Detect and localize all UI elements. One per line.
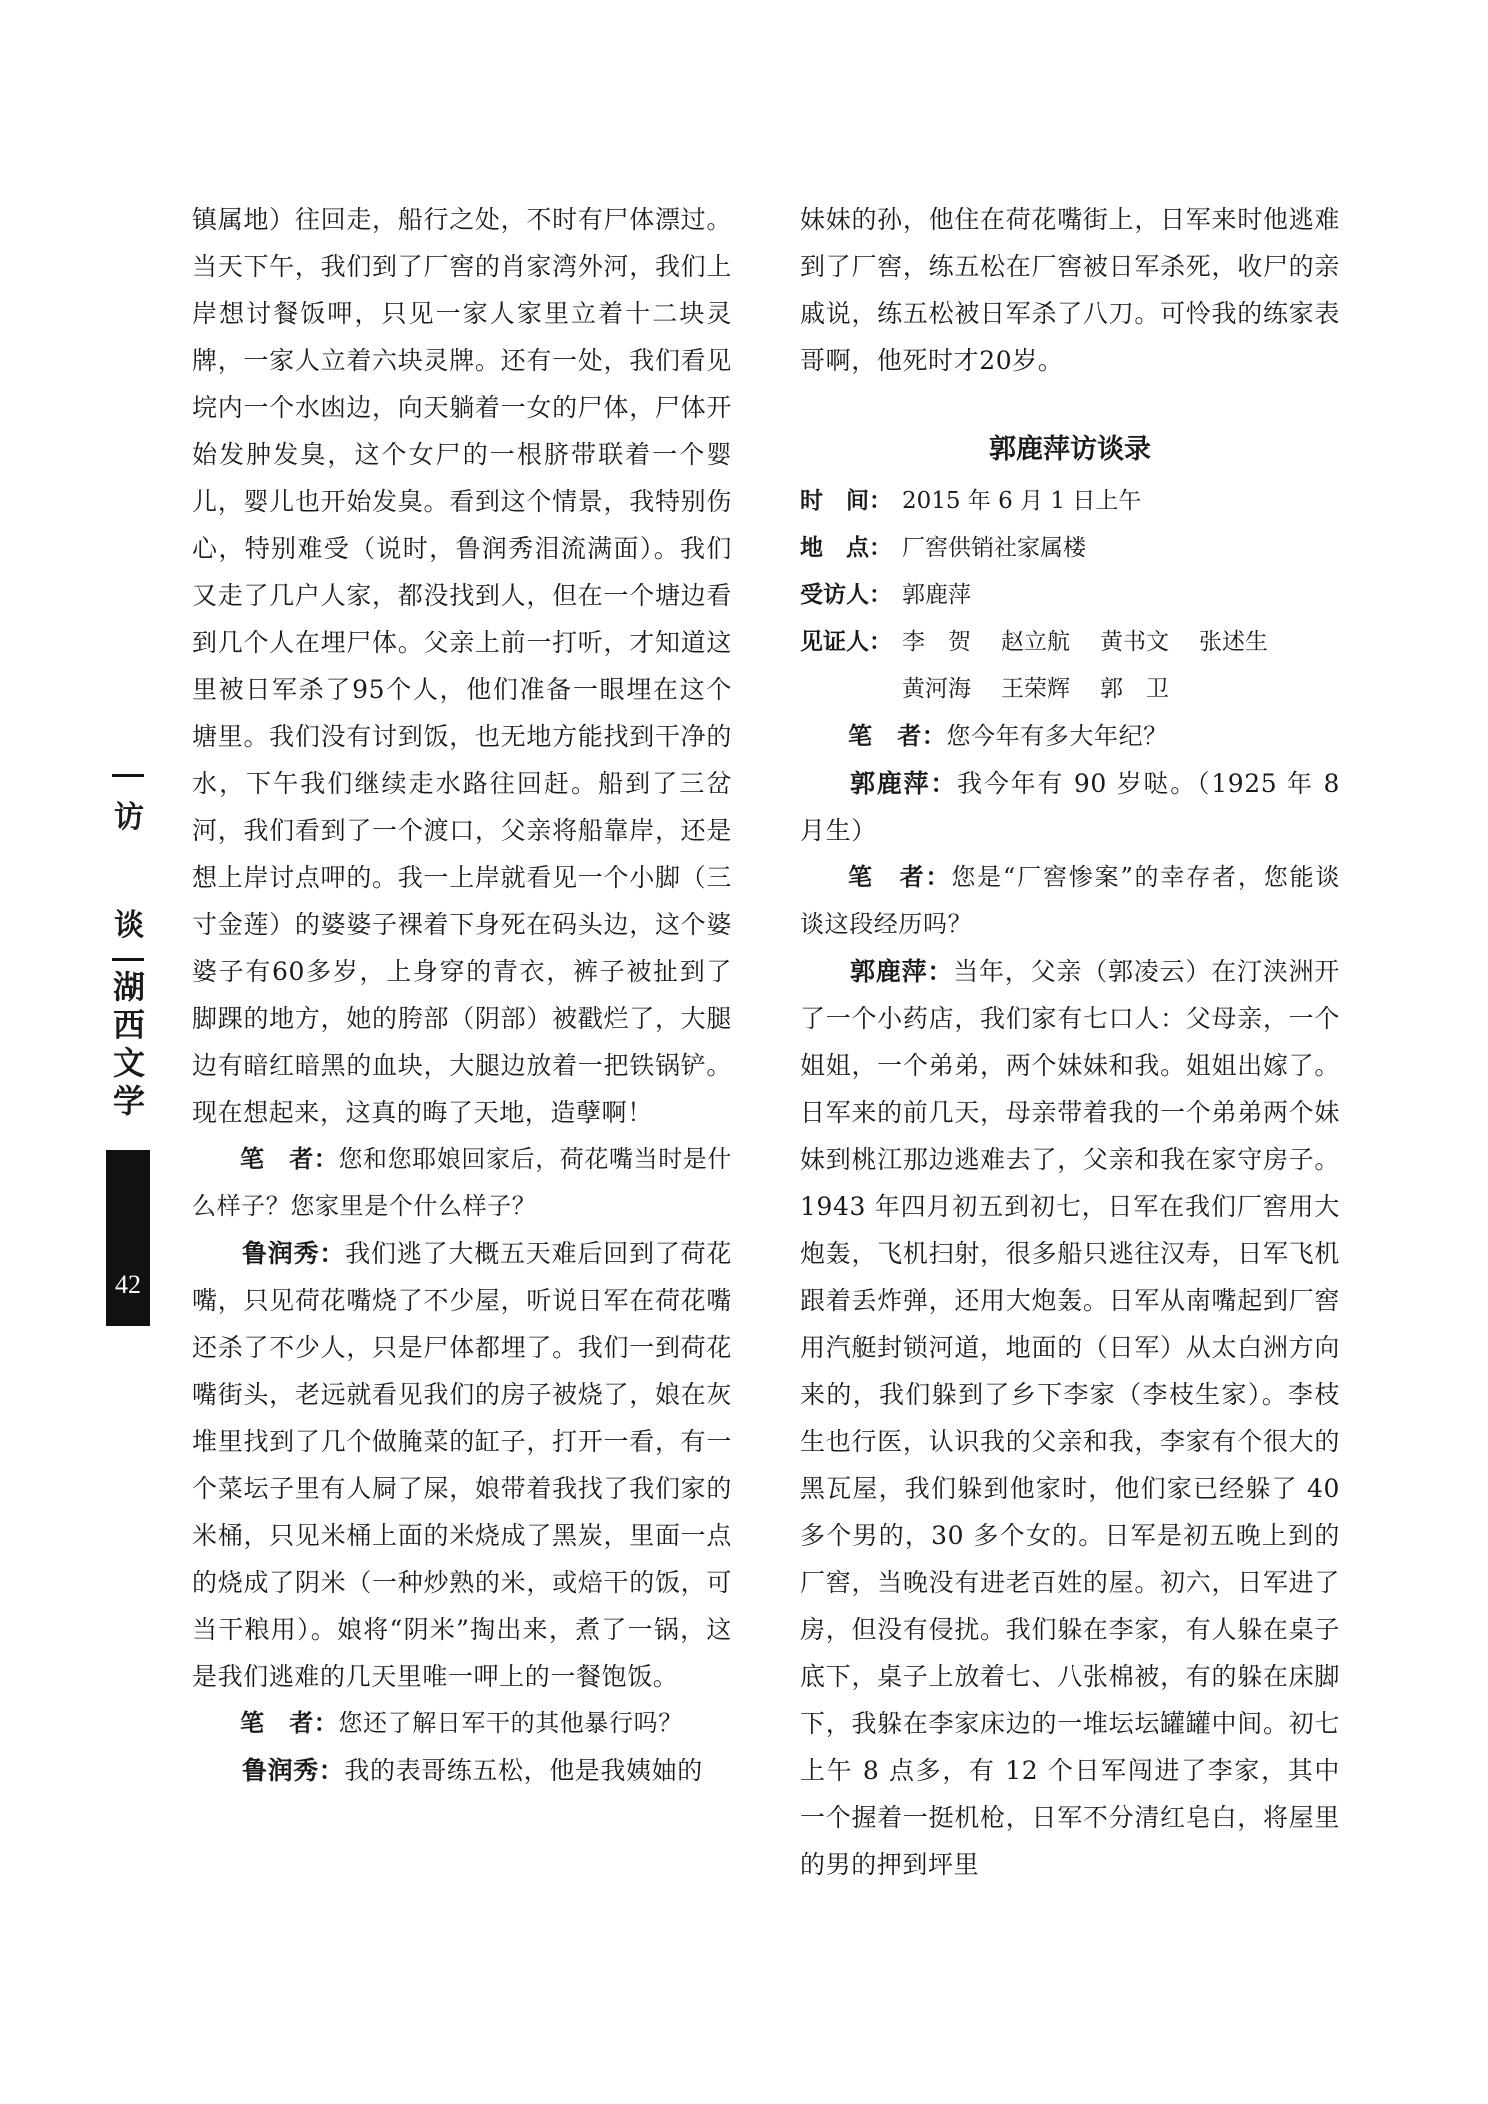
paragraph-text: 镇属地）往回走，船行之处，不时有尸体漂过。当天下午，我们到了厂窖的肖家湾外河，我们上岸想讨餐饭呷，只见一家人家里立着十二块灵牌，一家人立着六块灵牌。还有一处，我们看见垸内一个水凼边，向天躺着一女的尸体，尸体开始发肿发臭，这个女尸的一根脐带联着一个婴儿，婴儿也开始发臭。看到这个情景，我特别伤心，特别难受（说时，鲁润秀泪流满面）。我们又走了几户人家，都没找到人，但在一个塘边看到几个人在埋尸体。父亲上前一打听，才知道这里被日军杀了95个人，他们准备一眼埋在这个塘里。我们没有讨到饭，也无地方能找到干净的水，下午我们继续走水路往回赶。船到了三岔河，我们看到了一个渡口，父亲将船靠岸，还是想上岸讨点呷的。我一上岸就看见一个小脚（三寸金莲）的婆婆子裸着下身死在码头边，这个婆婆子有60多岁，上身穿的青衣，裤子被扯到了脚踝的地方，她的胯部（阴部）被戳烂了，大腿边有暗红暗黑的血块，大腿边放着一把铁锅铲。现在想起来，这真的晦了天地，造孽啊！ <box>192 205 732 1127</box>
question-paragraph <box>800 713 1340 760</box>
speaker-label: 郭鹿萍： <box>850 957 954 986</box>
page-number: 42 <box>115 1270 141 1299</box>
journal-brand-char-4: 学 <box>112 1082 145 1120</box>
meta-interviewee-label: 受访人： <box>800 582 892 608</box>
meta-interviewee <box>800 572 1340 619</box>
paragraph-text: 我们逃了大概五天难后回到了荷花嘴，只见荷花嘴烧了不少屋，听说日军在荷花嘴还杀了不少人，只是尸体都埋了。我们一到荷花嘴街头，老远就看见我们的房子被烧了，娘在灰堆里找到了几个做腌菜的缸子，打开一看，有一个菜坛子里有人屙了屎，娘带着我找了我们家的米桶，只见米桶上面的米烧成了黑炭，里面一点的烧成了阴米（一种炒熟的米，或焙干的饭，可当干粮用）。娘将“阴米”掏出来，煮了一锅，这是我们逃难的几天里唯一呷上的一餐饱饭。 <box>192 1239 732 1691</box>
paragraph-text: 您还了解日军干的其他暴行吗？ <box>338 1709 683 1737</box>
question-paragraph <box>800 854 1340 948</box>
journal-brand-char-2: 西 <box>112 1006 145 1044</box>
meta-witnesses-value <box>902 619 1340 666</box>
paragraph-text: 您是“厂窖惨案”的幸存者，您能谈谈这段经历吗？ <box>800 863 1340 938</box>
witness-name: 黄书文 <box>1100 629 1169 655</box>
speaker-label: 鲁润秀： <box>242 1756 345 1785</box>
paragraph-text: 我的表哥练五松，他是我姨妯的 <box>344 1756 703 1785</box>
speaker-label: 笔 者： <box>240 1145 339 1173</box>
meta-witnesses <box>800 619 1340 666</box>
answer-paragraph <box>192 1230 732 1700</box>
meta-place-value: 厂窖供销社家属楼 <box>902 535 1086 561</box>
paragraph: 妹妹的孙，他住在荷花嘴街上，日军来时他逃难到了厂窖，练五松在厂窖被日军杀死，收尸的亲戚说，练五松被日军杀了八刀。可怜我的练家表哥啊，他死时才20岁。 <box>800 205 1340 375</box>
speaker-label: 笔 者： <box>848 863 952 891</box>
left-column <box>192 196 732 1794</box>
interview-title: 郭鹿萍访谈录 <box>989 434 1151 465</box>
meta-witnesses-continued <box>800 666 1340 713</box>
journal-brand-char-3: 文 <box>112 1044 145 1082</box>
witness-name: 赵立航 <box>1001 629 1070 655</box>
meta-interviewee-value: 郭鹿萍 <box>902 582 971 608</box>
meta-time <box>800 478 1340 525</box>
meta-witnesses-label: 见证人： <box>800 629 892 655</box>
paragraph-text: 您今年有多大年纪？ <box>946 722 1168 750</box>
paragraph-text: 您和您耶娘回家后，荷花嘴当时是什么样子？您家里是个什么样子？ <box>192 1145 733 1220</box>
section-label-interview-1: 访 <box>114 800 144 835</box>
speaker-label: 郭鹿萍： <box>850 769 958 798</box>
witness-name: 郭 卫 <box>1100 676 1169 702</box>
witness-name: 黄河海 <box>902 676 971 702</box>
answer-paragraph <box>192 1747 732 1794</box>
meta-time-label: 时 间： <box>800 488 892 514</box>
answer-paragraph <box>800 760 1340 854</box>
question-paragraph <box>192 1136 732 1230</box>
paragraph-text: 我今年有 90 岁哒。（1925 年 8 月生） <box>800 769 1340 845</box>
journal-brand-char-1: 湖 <box>112 968 145 1006</box>
answer-paragraph <box>800 948 1340 1888</box>
paragraph-text: 当年，父亲（郭凌云）在汀浃洲开了一个小药店，我们家有七口人：父母亲，一个姐姐，一个弟弟，两个妹妹和我。姐姐出嫁了。日军来的前几天，母亲带着我的一个弟弟两个妹妹到桃江那边逃难去了，父亲和我在家守房子。1943 年四月初五到初七，日军在我们厂窖用大炮轰，飞机扫射，很多船只逃往汉寿，日军飞机跟着丢炸弹，还用大炮轰。日军从南嘴起到厂窖用汽艇封锁河道，地面的（日军）从太白洲方向来的，我们躲到了乡下李家（李枝生家）。李枝生也行医，认识我的父亲和我，李家有个很大的黑瓦屋，我们躲到他家时，他们家已经躲了 40 多个男的，30 多个女的。日军是初五晚上到的厂窖，当晚没有进老百姓的屋。初六，日军进了房，但没有侵扰。我们躲在李家，有人躲在桌子底下，桌子上放着七、八张棉被，有的躲在床脚下，我躲在李家床边的一堆坛坛罐罐中间。初七上午 8 点多，有 12 个日军闯进了李家，其中一个握着一挺机枪，日军不分清红皂白，将屋里的男的押到坪里 <box>800 957 1340 1879</box>
witness-name: 王荣辉 <box>1001 676 1070 702</box>
meta-place <box>800 525 1340 572</box>
rail-line-middle <box>112 958 144 961</box>
witness-name: 张述生 <box>1199 629 1268 655</box>
rail-line-top <box>112 774 144 777</box>
right-column <box>800 196 1340 1888</box>
paragraph <box>192 196 732 1136</box>
meta-place-label: 地 点： <box>800 535 892 561</box>
witness-name: 李 贺 <box>902 629 971 655</box>
question-paragraph <box>192 1700 732 1747</box>
speaker-label: 笔 者： <box>848 722 947 750</box>
section-label-interview-2: 谈 <box>114 908 144 943</box>
speaker-label: 鲁润秀： <box>242 1239 346 1268</box>
speaker-label: 笔 者： <box>240 1709 339 1737</box>
meta-time-value: 2015 年 6 月 1 日上午 <box>902 488 1142 514</box>
